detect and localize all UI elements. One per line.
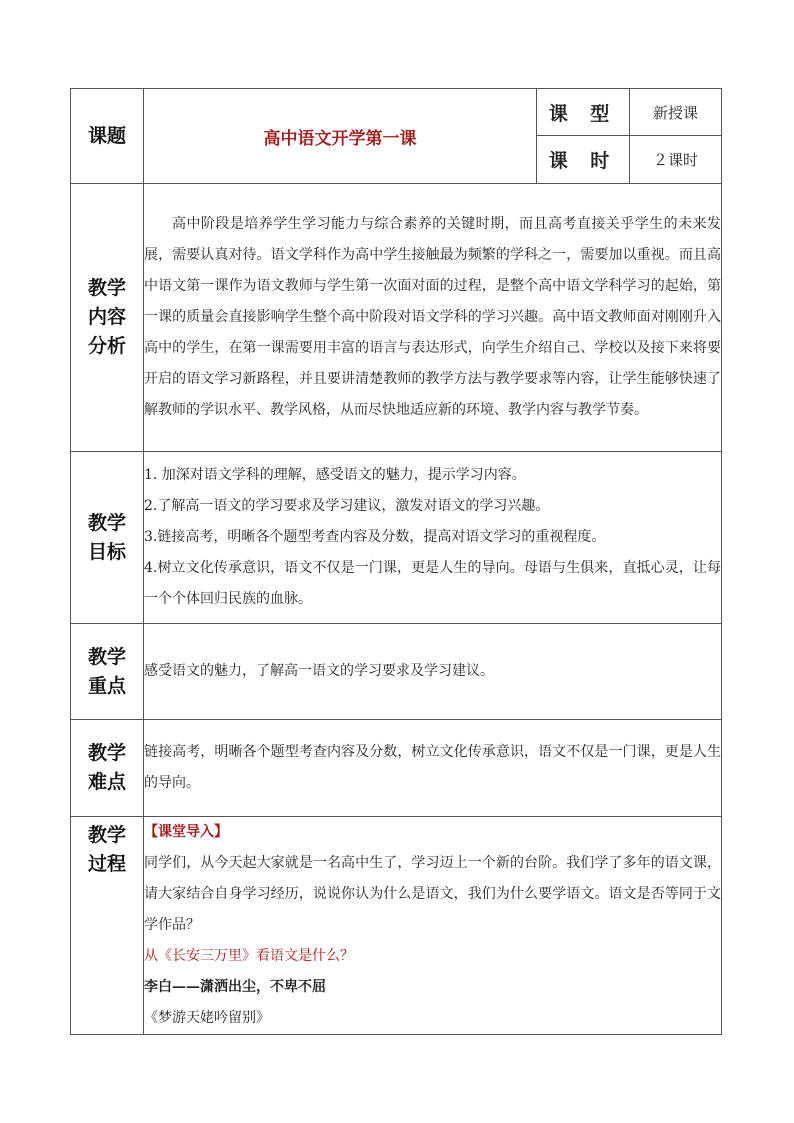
lesson-type-value: 新授课 — [630, 89, 722, 136]
key-points-label — [71, 624, 144, 720]
question-text: 从《长安三万里》看语文是什么？ — [144, 948, 354, 964]
goal-item: 2.了解高一语文的学习要求及学习建议，激发对语文的学习兴趣。 — [144, 498, 550, 514]
label-line: 内容 — [87, 306, 126, 328]
lesson-type-label: 课 型 — [537, 89, 630, 136]
label-line: 重点 — [87, 674, 126, 697]
goal-item: 4.树立文化传承意识，语文不仅是一门课，更是人生的导向。母语与生俱来，直抵心灵，让每一个个体回归民族的血脉。 — [144, 560, 721, 607]
key-points-text: 感受语文的魅力，了解高一语文的学习要求及学习建议。 — [144, 663, 494, 679]
class-hours-label: 课 时 — [537, 136, 630, 184]
analysis-label — [71, 184, 144, 452]
difficulties-text: 链接高考，明晰各个题型考查内容及分数，树立文化传承意识，语文不仅是一门课，更是人生的导向。 — [144, 744, 721, 791]
subheading: 李白——潇洒出尘，不卑不屈 — [144, 979, 326, 995]
label-line: 目标 — [87, 540, 126, 563]
class-hours-value: ２课时 — [630, 136, 722, 184]
label-line: 教学 — [87, 511, 126, 534]
label-line: 教学 — [87, 742, 126, 764]
goals-label — [71, 452, 144, 624]
goal-item: 3.链接高考，明晰各个题型考查内容及分数，提高对语文学习的重视程度。 — [144, 529, 606, 545]
key-points-content — [144, 624, 722, 720]
label-line: 教学 — [87, 824, 126, 846]
label-line: 教学 — [87, 277, 126, 299]
topic-label: 课题 — [71, 89, 144, 184]
section-heading: 【课堂导入】 — [144, 824, 228, 840]
process-content — [144, 817, 722, 1035]
label-line: 过程 — [87, 853, 126, 875]
label-line: 分析 — [87, 335, 126, 357]
analysis-text: 高中阶段是培养学生学习能力与综合素养的关键时期，而且高考直接关乎学生的未来发展，需要认真对待。语文学科作为高中学生接触最为频繁的学科之一，需要加以重视。而且高中语文第一课作为语文教师与学生第一次面对面的过程，是整个高中语文学科学习的起始，第一课的质量会直接影响学生整个高中阶段对语文学科的学习兴趣。高中语文教师面对刚刚升入高中的学生，在第一课需要用丰富的语言与表达形式，向学生介绍自己、学校以及接下来将要开启的语文学习新路程，并且要讲清楚教师的教学方法与教学要求等内容，让学生能够快速了解教师的学识水平、教学风格，从而尽快地适应新的环境、教学内容与教学节奏。 — [144, 216, 721, 418]
label-line: 教学 — [87, 645, 126, 668]
intro-text: 同学们，从今天起大家就是一名高中生了，学习迈上一个新的台阶。我们学了多年的语文课，请大家结合自身学习经历，说说你认为什么是语文，我们为什么要学语文。语文是否等同于文学作品？ — [144, 855, 721, 933]
lesson-title: 高中语文开学第一课 — [144, 89, 537, 184]
process-label — [71, 817, 144, 1035]
goal-item: 1. 加深对语文学科的理解，感受语文的魅力，提示学习内容。 — [144, 467, 526, 483]
goals-content — [144, 452, 722, 624]
difficulties-label — [71, 720, 144, 817]
poem-title: 《梦游天姥吟留别》 — [144, 1010, 270, 1026]
lesson-plan-table — [70, 88, 722, 1035]
analysis-content — [144, 184, 722, 452]
label-line: 难点 — [87, 771, 126, 793]
difficulties-content — [144, 720, 722, 817]
lesson-plan-page — [70, 88, 721, 1035]
